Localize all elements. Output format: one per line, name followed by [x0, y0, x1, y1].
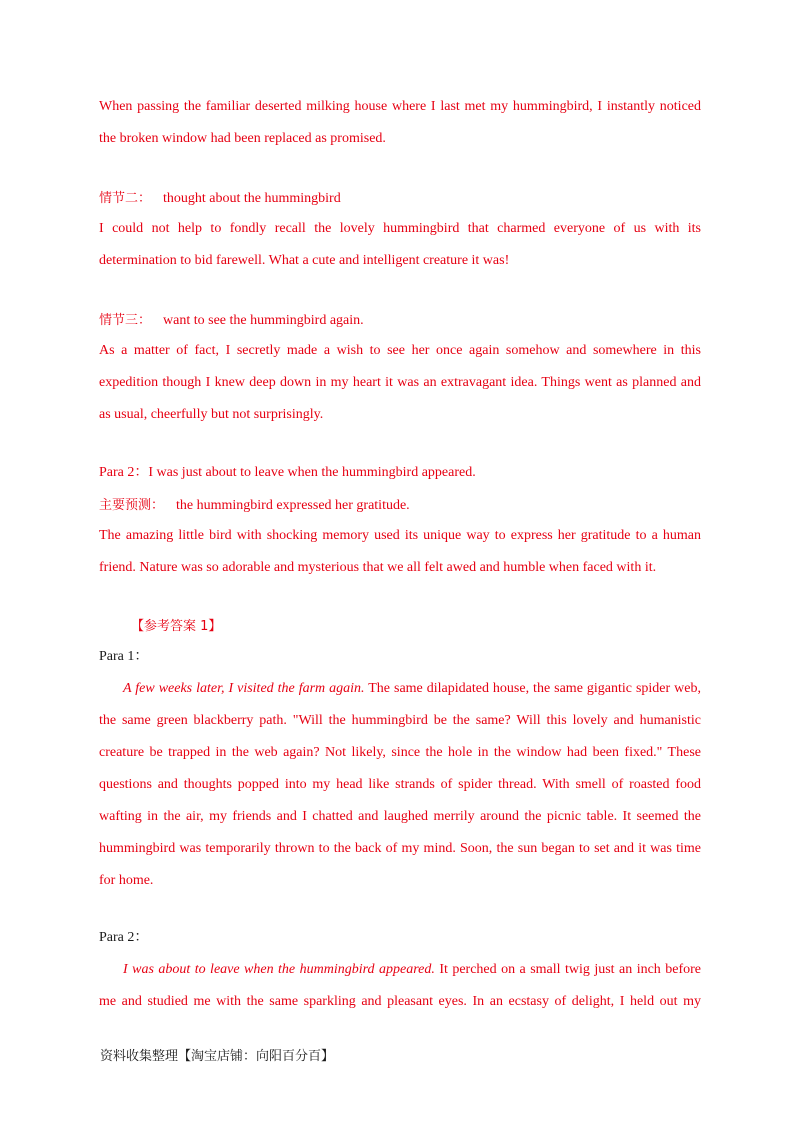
plot-3-body: As a matter of fact, I secretly made a wish to see her once again somehow and somewhere in this expedition though I knew deep down in my heart it was an extravagant idea. Things went as planned and as usual, cheerfully but not surprisingly. [99, 343, 701, 422]
answer-title [99, 611, 701, 643]
answer-para-1 [99, 641, 701, 897]
plot-2-body: I could not help to fondly recall the lovely hummingbird that charmed everyone of us with its determination to bid farewell. What a cute and intelligent creature it was! [99, 221, 701, 268]
prediction-heading-text: the hummingbird expressed her gratitude. [176, 498, 410, 513]
prediction-body: The amazing little bird with shocking memory used its unique way to express her gratitude to a human friend. Nature was so adorable and mysterious that we all felt awed and humble when faced with it. [99, 528, 701, 575]
plot-2-section [99, 183, 701, 277]
plot-3-label: 情节三： [99, 313, 152, 328]
plot-2-heading-text: thought about the hummingbird [163, 191, 341, 206]
intro-paragraph [99, 91, 701, 155]
answer-para-2-lead: I was about to leave when the hummingbird appeared. [123, 962, 435, 977]
intro-line-2: the broken window had been replaced as promised. [99, 131, 386, 146]
answer-title-text: 【参考答案 1】 [131, 619, 222, 634]
prediction-label: 主要预测： [99, 498, 165, 513]
prediction-section [99, 490, 701, 584]
plot-3-section [99, 305, 701, 431]
answer-para-1-body [99, 673, 701, 897]
answer-para-2-text: It perched on a small twig just an inch before me and studied me with the same sparkling and pleasant eyes. In an ecstasy of delight, I held out my [99, 962, 702, 1009]
plot-2-label: 情节二： [99, 191, 152, 206]
para-2-prompt-line: Para 2：I was just about to leave when the hummingbird appeared. [99, 465, 476, 480]
answer-para-2-label: Para 2： [99, 930, 149, 945]
para-2-prompt [99, 457, 701, 489]
answer-para-2-body [99, 954, 701, 1018]
prediction-heading [99, 490, 701, 522]
answer-para-1-label: Para 1： [99, 649, 149, 664]
answer-para-1-text: The same dilapidated house, the same gigantic spider web, the same green blackberry path. "Will the hummingbird be the same? Will this lovely and humanistic creature be trapped in the web again? Not likely, since the hole in the window had been fixed." These questions and thoughts popped into my head like strands of spider thread. With smell of roasted food wafting in the air, my friends and I chatted and laughed merrily around the picnic table. It seemed the hummingbird was temporarily thrown to the back of my mind. Soon, the sun began to set and it was time for home. [99, 681, 701, 888]
answer-para-1-lead: A few weeks later, I visited the farm again. [123, 681, 365, 696]
answer-para-2 [99, 922, 701, 1018]
intro-line-1: When passing the familiar deserted milking house where I last met my hummingbird, I instantly noticed [99, 99, 701, 114]
plot-2-heading [99, 183, 701, 215]
page-footer: 资料收集整理【淘宝店铺：向阳百分百】 [100, 1049, 335, 1064]
plot-3-heading-text: want to see the hummingbird again. [163, 313, 364, 328]
plot-3-heading [99, 305, 701, 337]
